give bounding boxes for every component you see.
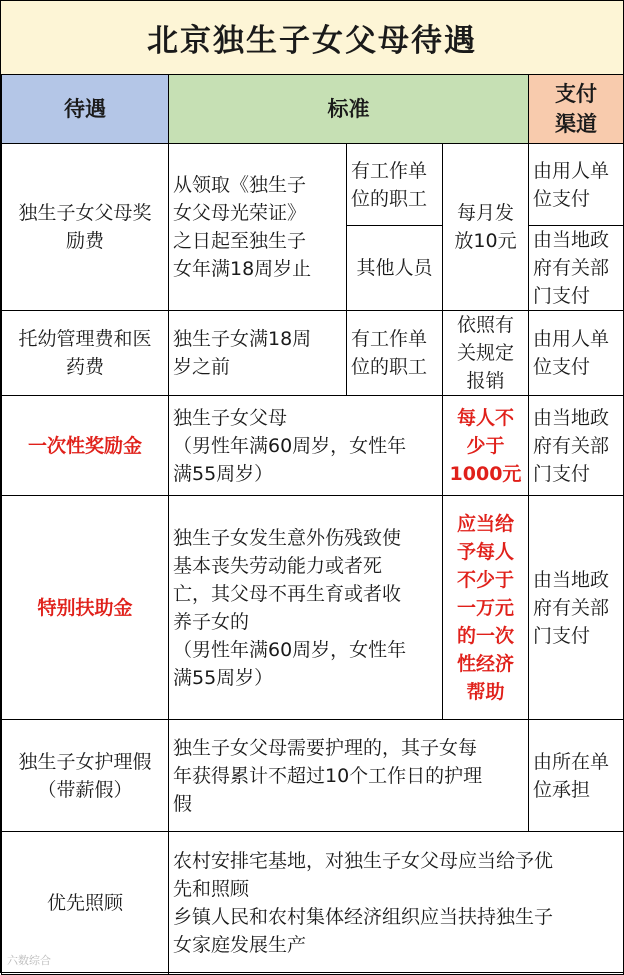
recipient-cell: 有工作单 位的职工	[347, 311, 443, 396]
amount-cell: 每月发 放10元	[443, 144, 529, 311]
channel-cell: 由用人单 位支付	[529, 311, 624, 396]
channel-cell: 由当地政 府有关部 门支付	[529, 496, 624, 720]
table-row	[2, 311, 624, 396]
channel-cell: 由用人单 位支付	[529, 144, 624, 226]
header-channel: 支付 渠道	[529, 75, 624, 144]
header-standard: 标准	[169, 75, 529, 144]
standard-cell: 独生子女父母需要护理的，其子女每 年获得累计不超过10个工作日的护理 假	[169, 720, 529, 832]
table-row	[2, 832, 624, 975]
recipient-cell: 有工作单 位的职工	[347, 144, 443, 226]
benefit-cell: 独生子女护理假 （带薪假）	[2, 720, 169, 832]
benefit-cell: 优先照顾	[2, 832, 169, 975]
standard-cell: 独生子女满18周 岁之前	[169, 311, 347, 396]
table-row	[2, 720, 624, 832]
amount-cell: 应当给 予每人 不少于 一万元 的一次 性经济 帮助	[443, 496, 529, 720]
table-row	[2, 144, 624, 226]
benefit-cell: 特别扶助金	[2, 496, 169, 720]
channel-cell: 由当地政 府有关部 门支付	[529, 226, 624, 311]
watermark: 六数综合	[7, 954, 51, 967]
amount-cell: 每人不 少于 1000元	[443, 396, 529, 496]
amount-cell: 依照有 关规定 报销	[443, 311, 529, 396]
table-row	[2, 396, 624, 496]
header-row	[2, 75, 624, 144]
benefit-cell: 托幼管理费和医 药费	[2, 311, 169, 396]
table-row	[2, 496, 624, 720]
standard-cell: 独生子女父母 （男性年满60周岁，女性年 满55周岁）	[169, 396, 443, 496]
benefits-table	[1, 74, 624, 975]
channel-cell: 由当地政 府有关部 门支付	[529, 396, 624, 496]
benefit-cell: 一次性奖励金	[2, 396, 169, 496]
standard-cell: 独生子女发生意外伤残致使 基本丧失劳动能力或者死 亡，其父母不再生育或者收 养子女的 （男性年满60周岁，女性年 满55周岁）	[169, 496, 443, 720]
standard-cell: 从领取《独生子 女父母光荣证》 之日起至独生子 女年满18周岁止	[169, 144, 347, 311]
header-benefit: 待遇	[2, 75, 169, 144]
standard-cell: 农村安排宅基地，对独生子女父母应当给予优 先和照顾 乡镇人民和农村集体经济组织应当扶持独生子 女家庭发展生产	[169, 832, 624, 975]
recipient-cell: 其他人员	[347, 226, 443, 311]
page-title: 北京独生子女父母待遇	[1, 1, 623, 75]
channel-cell: 由所在单 位承担	[529, 720, 624, 832]
benefit-cell: 独生子女父母奖 励费	[2, 144, 169, 311]
